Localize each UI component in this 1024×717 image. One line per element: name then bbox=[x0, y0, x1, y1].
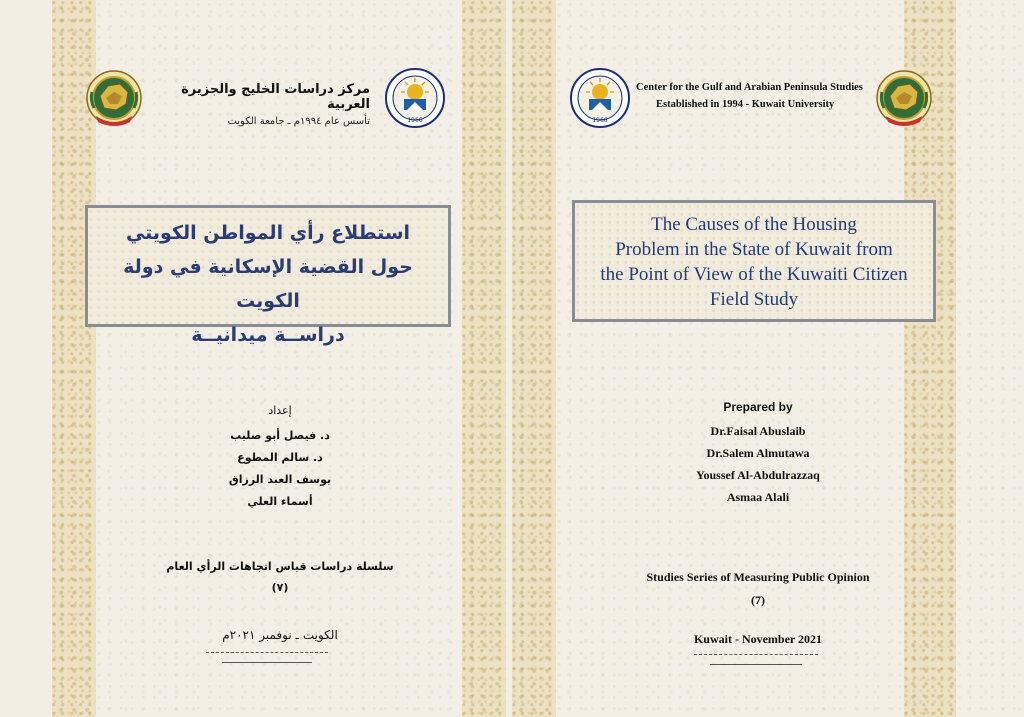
date-rule-dashed-en bbox=[694, 654, 818, 655]
date-ar: الكويت ـ نوفمبر ٢٠٢١م bbox=[222, 628, 338, 642]
decorative-strip-left bbox=[512, 0, 556, 717]
arabic-title-line-1: استطلاع رأي المواطن الكويتي bbox=[125, 222, 411, 244]
author-en-1: Dr.Faisal Abuslaib bbox=[710, 424, 806, 438]
kuwait-university-seal-icon bbox=[570, 66, 626, 122]
author-ar-3: يوسف العبد الرزاق bbox=[228, 473, 332, 486]
author-ar-1: د. فيصل أبو صليب bbox=[230, 429, 330, 442]
center-est-en: Established in 1994 - Kuwait University bbox=[656, 99, 835, 110]
series-number-en: (7) bbox=[751, 593, 765, 607]
arabic-title-line-2: حول القضية الإسكانية في دولة الكويت bbox=[123, 256, 413, 312]
center-name-ar: مركز دراسات الخليج والجزيرة العربية bbox=[181, 82, 370, 112]
english-cover-page bbox=[512, 0, 1024, 717]
series-number-ar: (٧) bbox=[271, 581, 289, 594]
date-rule-solid-ar bbox=[222, 662, 312, 663]
series-en: Studies Series of Measuring Public Opinion bbox=[646, 570, 870, 584]
english-title-line-4: Field Study bbox=[709, 289, 799, 310]
english-title-line-2: Problem in the State of Kuwait from bbox=[615, 239, 893, 260]
kuwait-university-seal-icon bbox=[385, 66, 441, 122]
decorative-strip-right bbox=[462, 0, 506, 717]
seal-year-left: 1966 bbox=[407, 117, 423, 124]
author-ar-2: د. سالم المطوع bbox=[237, 451, 323, 464]
gulf-center-logo-icon bbox=[86, 70, 142, 126]
gulf-center-logo-icon bbox=[876, 70, 932, 126]
author-en-3: Youssef Al-Abdulrazzaq bbox=[696, 468, 820, 482]
series-ar: سلسلة دراسات قياس اتجاهات الرأي العام bbox=[166, 560, 394, 573]
author-en-2: Dr.Salem Almutawa bbox=[706, 446, 810, 460]
author-ar-4: أسماء العلي bbox=[247, 495, 313, 508]
prepared-by-ar: إعداد bbox=[268, 404, 292, 417]
arabic-title-box bbox=[85, 205, 451, 346]
english-cover-margin bbox=[956, 0, 1024, 717]
arabic-title-line-3: دراســة ميدانيــة bbox=[191, 324, 345, 346]
english-title-box bbox=[572, 200, 936, 322]
english-title-line-1: The Causes of the Housing bbox=[651, 214, 857, 235]
english-title-line-3: the Point of View of the Kuwaiti Citizen bbox=[600, 264, 908, 285]
date-rule-dashed-ar bbox=[206, 652, 328, 653]
seal-year-right: 1966 bbox=[592, 117, 608, 124]
date-en: Kuwait - November 2021 bbox=[693, 632, 823, 646]
center-est-ar: تأسس عام ١٩٩٤م ـ جامعة الكويت bbox=[227, 116, 370, 127]
center-name-en: Center for the Gulf and Arabian Peninsula Studies bbox=[636, 82, 863, 93]
author-en-4: Asmaa Alali bbox=[726, 490, 790, 504]
prepared-by-en: Prepared by bbox=[723, 400, 793, 414]
date-rule-solid-en bbox=[710, 664, 802, 665]
